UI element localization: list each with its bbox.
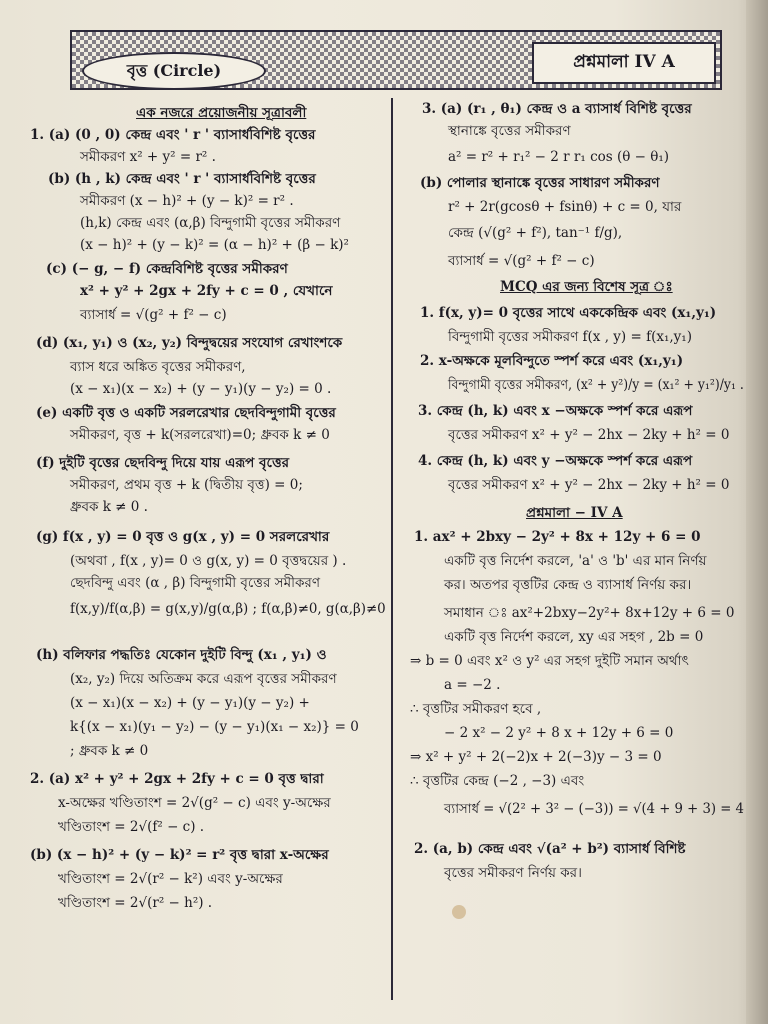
left-line: (x − h)² + (y − k)² = (α − h)² + (β − k)² xyxy=(80,237,349,253)
left-line: 1. (a) (0 , 0) কেন্দ্র এবং ' r ' ব্যাসার্ধবিশিষ্ট বৃত্তের xyxy=(30,127,316,143)
left-line: খণ্ডিতাংশ = 2√(f² − c) . xyxy=(58,819,205,835)
right-line: প্রশ্নমালা − IV A xyxy=(526,505,623,521)
left-line: x² + y² + 2gx + 2fy + c = 0 , যেখানে xyxy=(80,283,333,299)
right-line: 2. (a, b) কেন্দ্র এবং √(a² + b²) ব্যাসার্ধ বিশিষ্ট xyxy=(414,841,686,857)
left-line: (f) দুইটি বৃত্তের ছেদবিন্দু দিয়ে যায় এরূপ বৃত্তের xyxy=(36,455,290,471)
left-line: ব্যাসার্ধ = √(g² + f² − c) xyxy=(80,307,227,323)
right-line: 4. কেন্দ্র (h, k) এবং y −অক্ষকে স্পর্শ করে এরূপ xyxy=(418,453,693,469)
right-line: r² + 2r(gcosθ + fsinθ) + c = 0, যার xyxy=(448,199,682,215)
right-line: MCQ এর জন্য বিশেষ সূত্র ঃ xyxy=(500,279,673,295)
right-line: একটি বৃত্ত নির্দেশ করলে, xy এর সহগ , 2b = 0 xyxy=(444,629,704,645)
left-line: (b) (h , k) কেন্দ্র এবং ' r ' ব্যাসার্ধবিশিষ্ট বৃত্তের xyxy=(48,171,316,187)
left-line: (e) একটি বৃত্ত ও একটি সরলরেখার ছেদবিন্দুগামী বৃত্তের xyxy=(36,405,336,421)
right-line: স্থানাঙ্কে বৃত্তের সমীকরণ xyxy=(448,123,571,139)
right-line: − 2 x² − 2 y² + 8 x + 12y + 6 = 0 xyxy=(444,725,674,741)
left-line: (অথবা , f(x , y)= 0 ও g(x, y) = 0 বৃত্তদ্বয়ের ) . xyxy=(70,553,347,569)
left-line: f(x,y)/f(α,β) = g(x,y)/g(α,β) ; f(α,β)≠0, g(α,β)≠0 xyxy=(70,601,386,617)
right-line: 3. কেন্দ্র (h, k) এবং x −অক্ষকে স্পর্শ করে এরূপ xyxy=(418,403,693,419)
chapter-title: বৃত্ত (Circle) xyxy=(82,52,266,90)
right-line: সমাধান ঃ ax²+2bxy−2y²+ 8x+12y + 6 = 0 xyxy=(444,605,735,621)
left-line: ; ধ্রুবক k ≠ 0 xyxy=(70,743,149,759)
exercise-title: প্রশ্নমালা IV A xyxy=(532,42,716,84)
right-line: কেন্দ্র (√(g² + f²), tan⁻¹ f/g), xyxy=(448,225,623,241)
left-line: (h) বলিফার পদ্ধতিঃ যেকোন দুইটি বিন্দু (x₁ , y₁) ও xyxy=(36,647,327,663)
left-line: k{(x − x₁)(y₁ − y₂) − (y − y₁)(x₁ − x₂)} = 0 xyxy=(70,719,359,735)
right-line: ⇒ b = 0 এবং x² ও y² এর সহগ দুইটি সমান অর্থাৎ xyxy=(410,653,689,669)
right-line: ∴ বৃত্তটির সমীকরণ হবে , xyxy=(410,701,542,717)
page-stain xyxy=(452,905,466,919)
left-line: খণ্ডিতাংশ = 2√(r² − h²) . xyxy=(58,895,213,911)
right-line: বৃত্তের সমীকরণ নির্ণয় কর। xyxy=(444,865,582,881)
right-line: (b) পোলার স্থানাঙ্কে বৃত্তের সাধারণ সমীকরণ xyxy=(420,175,660,191)
right-line: বৃত্তের সমীকরণ x² + y² − 2hx − 2ky + h² = 0 xyxy=(448,477,730,493)
right-line: ⇒ x² + y² + 2(−2)x + 2(−3)y − 3 = 0 xyxy=(410,749,662,765)
left-line: (x − x₁)(x − x₂) + (y − y₁)(y − y₂) = 0 . xyxy=(70,381,332,397)
left-line: (x₂, y₂) দিয়ে অতিক্রম করে এরূপ বৃত্তের সমীকরণ xyxy=(70,671,337,687)
left-line: (c) (− g, − f) কেন্দ্রবিশিষ্ট বৃত্তের সমীকরণ xyxy=(46,261,288,277)
right-line: 2. x-অক্ষকে মূলবিন্দুতে স্পর্শ করে এবং (x₁,y₁) xyxy=(420,353,684,369)
left-line: (b) (x − h)² + (y − k)² = r² বৃত্ত দ্বারা x-অক্ষের xyxy=(30,847,329,863)
left-line: সমীকরণ (x − h)² + (y − k)² = r² . xyxy=(80,193,294,209)
left-line: সমীকরণ, প্রথম বৃত্ত + k (দ্বিতীয় বৃত্ত) = 0; xyxy=(70,477,303,493)
column-divider xyxy=(391,98,393,1000)
right-line: কর। অতপর বৃত্তটির কেন্দ্র ও ব্যাসার্ধ নির্ণয় কর। xyxy=(444,577,692,593)
left-line: সমীকরণ x² + y² = r² . xyxy=(80,149,216,165)
right-line: বৃত্তের সমীকরণ x² + y² − 2hx − 2ky + h² = 0 xyxy=(448,427,730,443)
left-line: ধ্রুবক k ≠ 0 . xyxy=(70,499,148,515)
right-line: বিন্দুগামী বৃত্তের সমীকরণ, (x² + y²)/y = (x₁² + y₁²)/y₁ . xyxy=(448,377,744,393)
left-line: x-অক্ষের খণ্ডিতাংশ = 2√(g² − c) এবং y-অক্ষের xyxy=(58,795,331,811)
right-line: a² = r² + r₁² − 2 r r₁ cos (θ − θ₁) xyxy=(448,149,670,165)
right-line: ব্যাসার্ধ = √(2² + 3² − (−3)) = √(4 + 9 + 3) = 4 xyxy=(444,801,744,817)
right-line: বিন্দুগামী বৃত্তের সমীকরণ f(x , y) = f(x₁,y₁) xyxy=(448,329,692,345)
left-line: ব্যাস ধরে অঙ্কিত বৃত্তের সমীকরণ, xyxy=(70,359,246,375)
right-line: 3. (a) (r₁ , θ₁) কেন্দ্র ও a ব্যাসার্ধ বিশিষ্ট বৃত্তের xyxy=(422,101,692,117)
right-line: 1. f(x, y)= 0 বৃত্তের সাথে এককেন্দ্রিক এবং (x₁,y₁) xyxy=(420,305,717,321)
left-line: এক নজরে প্রয়োজনীয় সূত্রাবলী xyxy=(136,105,307,121)
right-line: a = −2 . xyxy=(444,677,501,693)
left-line: সমীকরণ, বৃত্ত + k(সরলরেখা)=0; ধ্রুবক k ≠ 0 xyxy=(70,427,330,443)
right-line: ∴ বৃত্তটির কেন্দ্র (−2 , −3) এবং xyxy=(410,773,585,789)
left-line: (d) (x₁, y₁) ও (x₂, y₂) বিন্দুদ্বয়ের সংযোগ রেখাংশকে xyxy=(36,335,343,351)
left-line: (g) f(x , y) = 0 বৃত্ত ও g(x , y) = 0 সরলরেখার xyxy=(36,529,330,545)
left-line: (h,k) কেন্দ্র এবং (α,β) বিন্দুগামী বৃত্তের সমীকরণ xyxy=(80,215,341,231)
page-curl xyxy=(746,0,768,1024)
left-line: খণ্ডিতাংশ = 2√(r² − k²) এবং y-অক্ষের xyxy=(58,871,283,887)
right-line: ব্যাসার্ধ = √(g² + f² − c) xyxy=(448,253,595,269)
right-line: একটি বৃত্ত নির্দেশ করলে, 'a' ও 'b' এর মান নির্ণয় xyxy=(444,553,707,569)
left-line: (x − x₁)(x − x₂) + (y − y₁)(y − y₂) + xyxy=(70,695,310,711)
left-line: 2. (a) x² + y² + 2gx + 2fy + c = 0 বৃত্ত দ্বারা xyxy=(30,771,324,787)
left-line: ছেদবিন্দু এবং (α , β) বিন্দুগামী বৃত্তের সমীকরণ xyxy=(70,575,320,591)
right-line: 1. ax² + 2bxy − 2y² + 8x + 12y + 6 = 0 xyxy=(414,529,701,545)
